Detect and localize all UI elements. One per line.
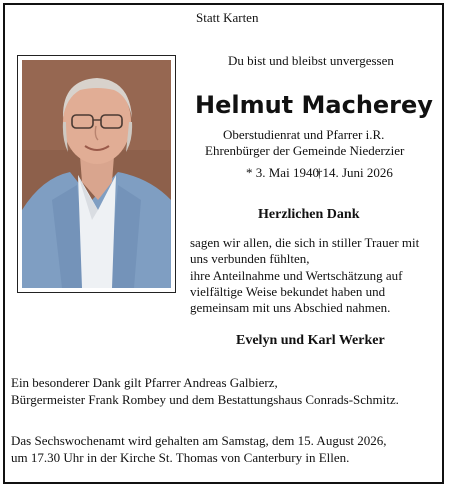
- statt-karten-label: Statt Karten: [196, 10, 259, 25]
- birth-date: * 3. Mai 1940: [246, 165, 319, 180]
- portrait-illustration: [22, 60, 171, 288]
- deceased-title-2: Ehrenbürger der Gemeinde Niederzier: [205, 143, 405, 158]
- portrait-frame: [17, 55, 176, 293]
- deceased-title-1: Oberstudienrat und Pfarrer i.R.: [223, 127, 385, 142]
- death-date: †14. Juni 2026: [316, 165, 393, 180]
- thanks-heading: Herzlichen Dank: [258, 207, 360, 222]
- deceased-name: Helmut Macherey: [195, 91, 433, 119]
- thanks-line: uns verbunden fühlten,: [190, 251, 310, 266]
- motto: Du bist und bleibst unvergessen: [228, 53, 394, 68]
- service-line: um 17.30 Uhr in der Kirche St. Thomas von Canterbury in Ellen.: [11, 450, 350, 465]
- thanks-line: vielfältige Weise bekundet haben und: [190, 284, 386, 299]
- service-line: Das Sechswochenamt wird gehalten am Samstag, dem 15. August 2026,: [11, 433, 387, 448]
- special-thanks-line: Ein besonderer Dank gilt Pfarrer Andreas Galbierz,: [11, 375, 278, 390]
- portrait-photo: [22, 60, 171, 288]
- signatories: Evelyn und Karl Werker: [236, 333, 385, 348]
- thanks-line: ihre Anteilnahme und Wertschätzung auf: [190, 268, 403, 283]
- thanks-line: gemeinsam mit uns Abschied nahmen.: [190, 300, 391, 315]
- thanks-line: sagen wir allen, die sich in stiller Trauer mit: [190, 235, 420, 250]
- special-thanks-line: Bürgermeister Frank Rombey und dem Bestattungshaus Conrads-Schmitz.: [11, 392, 399, 407]
